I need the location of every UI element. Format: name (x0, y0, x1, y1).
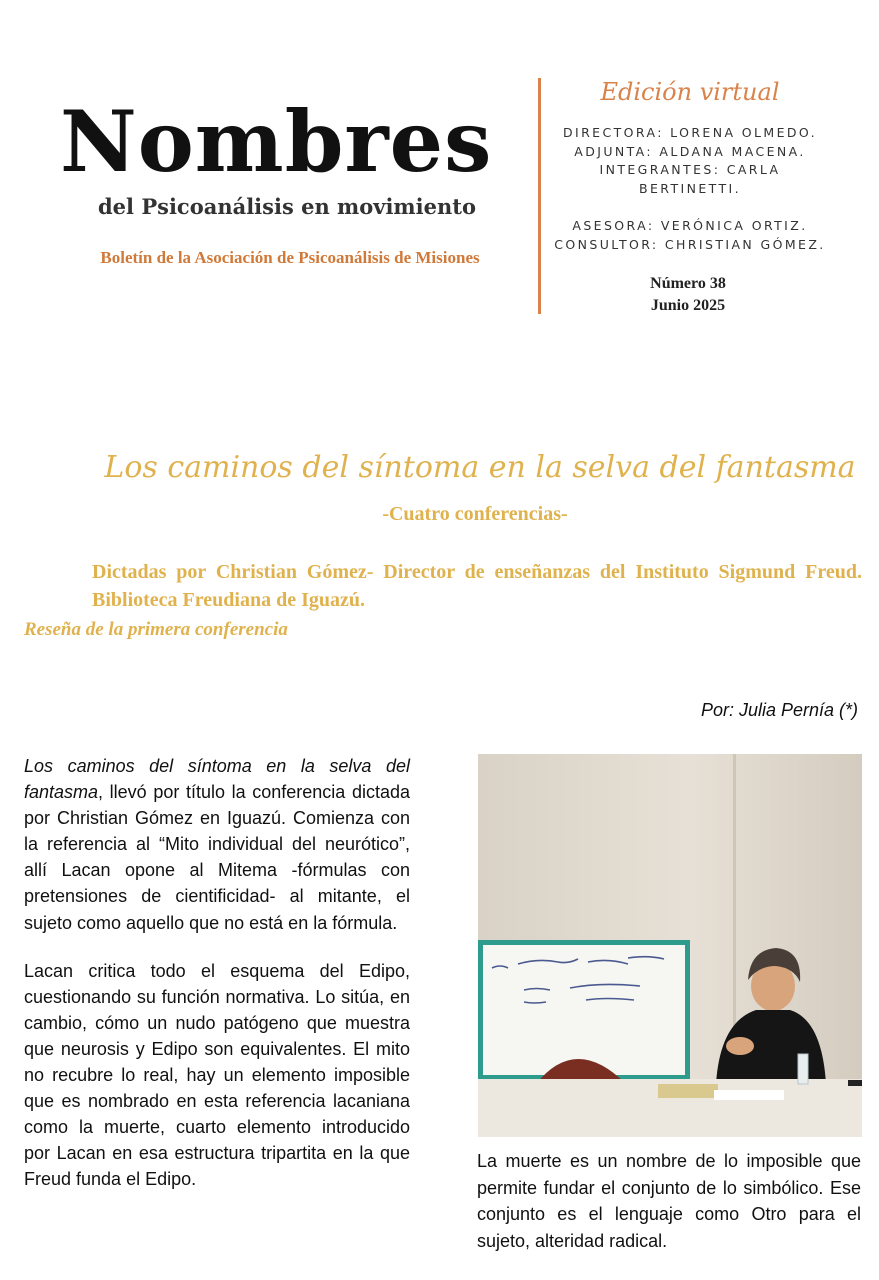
credit-line: INTEGRANTES: CARLA (599, 162, 781, 177)
edition-label: Edición virtual (600, 78, 780, 106)
paragraph-text: , llevó por título la conferencia dictada por Christian Gómez en Iguazú. Comienza con la referencia al “Mito individual del neurótico”, allí Lacan opone al Mitema -fórmulas con pretensiones de cientificidad- al mitante, el sujeto como aquello que no está en la fórmula. (24, 782, 410, 933)
masthead-divider (538, 78, 541, 314)
paragraph: Lacan critica todo el esquema del Edipo, cuestionando su función normativa. Lo sitúa, en cambio, cómo un nudo patógeno que muestra que neurosis y Edipo son equivalentes. El mito no recubre lo real, hay un elemento imposible que es nombrado en esta referencia lacaniana como la muerte, cuarto elemento introducido por Lacan en esa estructura tripartita en la que Freud funda el Edipo. (24, 960, 410, 1190)
photo-caption: La muerte es un nombre de lo imposible que permite fundar el conjunto de lo simbólico. Ese conjunto es el lenguaje como Otro para el sujeto, alteridad radical. (477, 1151, 861, 1252)
newsletter-subtitle: del Psicoanálisis en movimiento (98, 194, 476, 219)
conference-photo-image (478, 754, 862, 1137)
review-label: Reseña de la primera conferencia (24, 619, 288, 640)
newsletter-title: Nombres (60, 92, 493, 191)
article-title: Los caminos del síntoma en la selva del fantasma (104, 450, 856, 485)
credit-line: BERTINETTI. (639, 180, 741, 196)
article-body (24, 753, 410, 1215)
credits-block (545, 124, 835, 198)
conference-photo (478, 754, 862, 1137)
advisors-block (545, 217, 835, 254)
bulletin-label: Boletín de la Asociación de Psicoanálisis de Misiones (100, 248, 480, 267)
credit-line: DIRECTORA: LORENA OLMEDO. (562, 125, 818, 140)
advisor-line: ASESORA: VERÓNICA ORTIZ. (572, 218, 808, 233)
paragraph (24, 753, 410, 936)
issue-date: Junio 2025 (650, 297, 726, 314)
issue-number: Número 38 (650, 275, 726, 292)
paragraph-italic: Los caminos del síntoma en la selva del fantasma (24, 756, 410, 803)
credit-line: ADJUNTA: ALDANA MACENA. (574, 143, 806, 159)
byline: Por: Julia Pernía (*) (700, 700, 858, 720)
article-subtitle: -Cuatro conferencias- (382, 503, 568, 525)
issue-info (600, 273, 776, 317)
article-given-by: Dictadas por Christian Gómez- Director de enseñanzas del Instituto Sigmund Freud. Biblioteca Freudiana de Iguazú. (92, 561, 862, 611)
advisor-line: CONSULTOR: CHRISTIAN GÓMEZ. (554, 236, 826, 252)
